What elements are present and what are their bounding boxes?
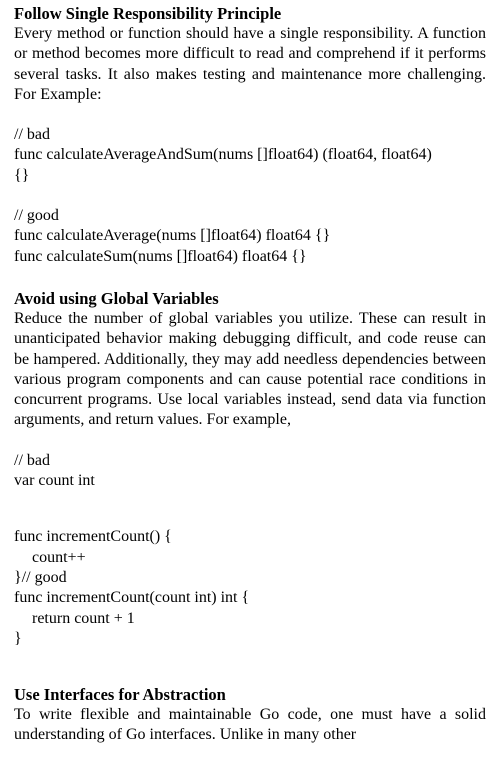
code-line: func incrementCount(count int) int { (14, 589, 250, 607)
section-heading-srp: Follow Single Responsibility Principle (14, 4, 282, 23)
code-comment-bad: // bad (14, 126, 50, 144)
code-line: func calculateAverageAndSum(nums []float64) (float64, float64) (14, 146, 432, 164)
code-line: return count + 1 (32, 609, 135, 627)
code-line: }// good (14, 568, 67, 586)
code-comment-good: // good (14, 207, 59, 225)
code-line: func calculateSum(nums []float64) float64 {} (14, 247, 307, 265)
code-line: } (14, 629, 22, 647)
section-heading-globals: Avoid using Global Variables (14, 288, 219, 308)
code-line: func incrementCount() { (14, 528, 172, 546)
document-page (14, 4, 486, 746)
code-line: var count int (14, 472, 95, 490)
paragraph-interfaces: To write flexible and maintainable Go code, one must have a solid understanding of Go interfaces. Unlike in many other (14, 706, 486, 744)
paragraph-globals: Reduce the number of global variables you utilize. These can result in unanticipated behavior making debugging difficult, and code reuse can be hampered. Additionally, they may add needless dependencies between various program components and can cause potential race conditions in concurrent programs. Use local variables instead, send data via function arguments, and return values. For example, (14, 309, 486, 429)
section-heading-interfaces: Use Interfaces for Abstraction (14, 685, 226, 705)
code-line: count++ (32, 548, 86, 566)
code-line: func calculateAverage(nums []float64) float64 {} (14, 227, 331, 245)
code-line: {} (14, 166, 30, 184)
code-comment-bad: // bad (14, 451, 50, 469)
paragraph-srp: Every method or function should have a single responsibility. A function or method becomes more difficult to read and comprehend if it performs several tasks. It also makes testing and maintenance more challenging. For Example: (14, 25, 486, 103)
